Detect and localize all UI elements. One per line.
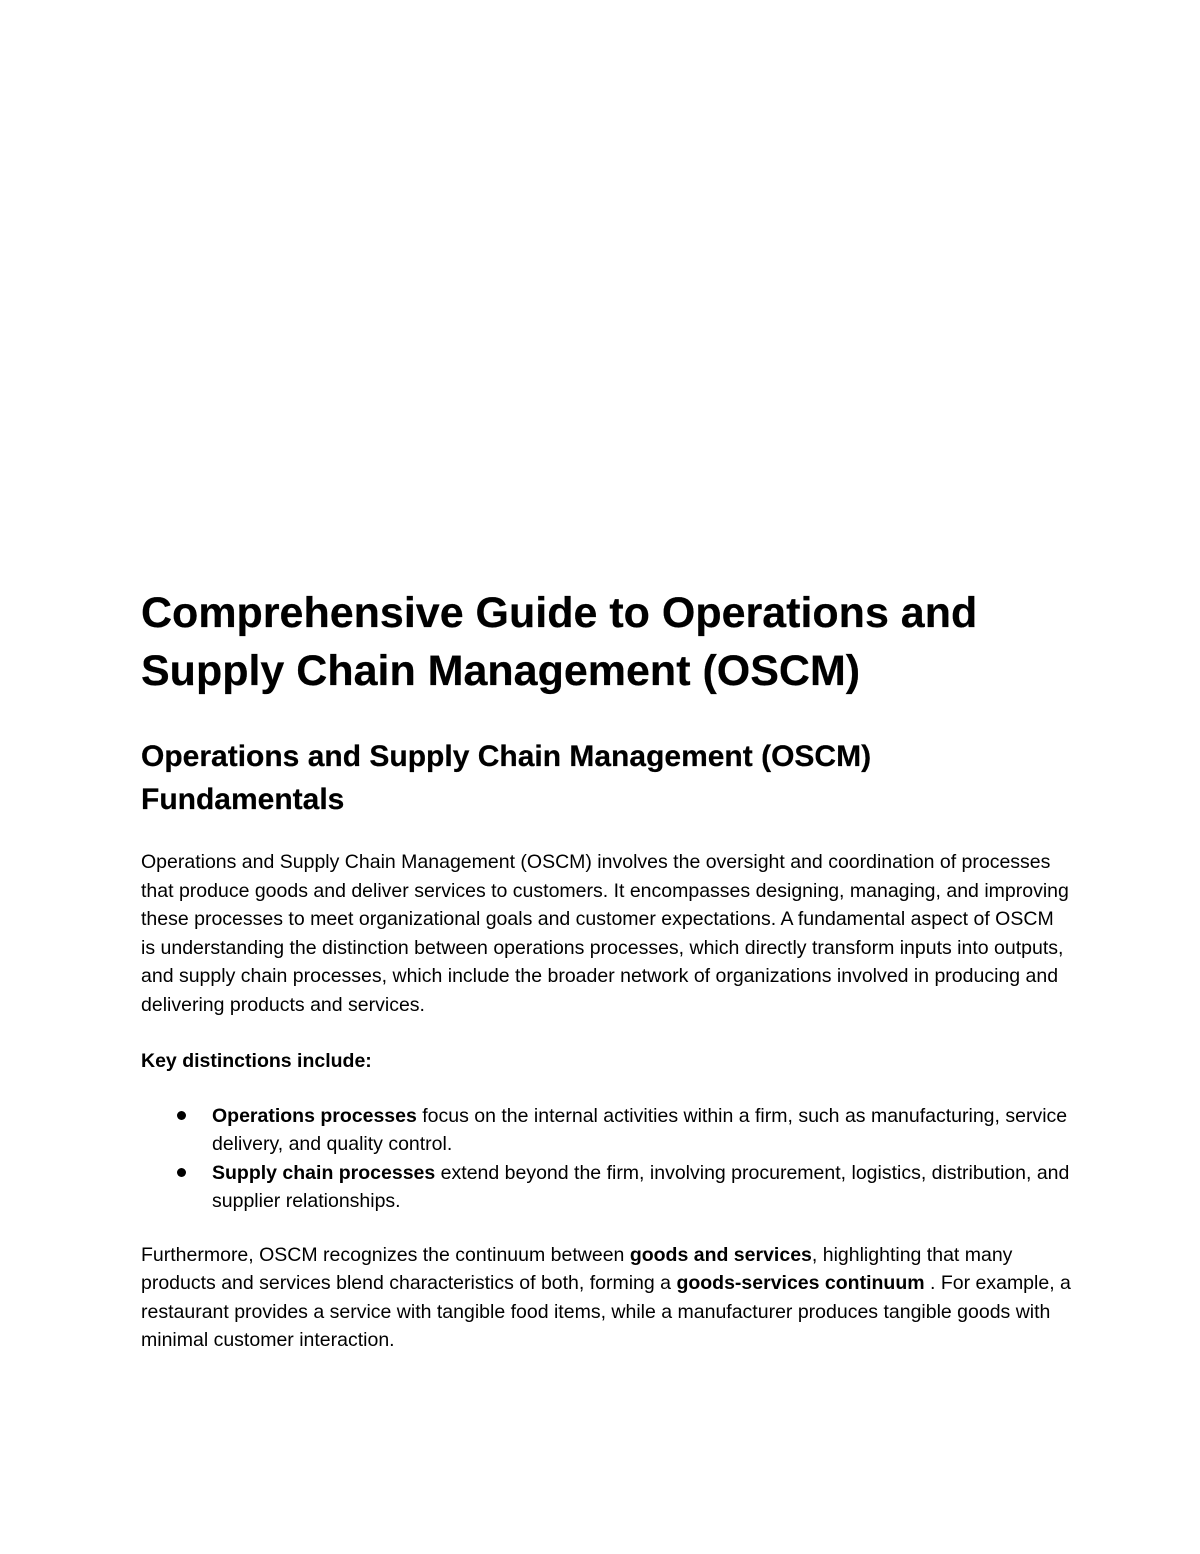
bullet-icon	[177, 1168, 186, 1177]
closing-text-1: Furthermore, OSCM recognizes the continuum between	[141, 1243, 630, 1266]
intro-paragraph: Operations and Supply Chain Management (OSCM) involves the oversight and coordination of processes that produce goods and deliver services to customers. It encompasses designing, managing, and improving these processes to meet organizational goals and customer expectations. A fundamental aspect of OSCM is understanding the distinction between operations processes, which directly transform inputs into outputs, and supply chain processes, which include the broader network of organizations involved in producing and delivering products and services.	[141, 851, 1069, 1016]
closing-bold-1: goods and services	[629, 1243, 812, 1266]
bullet-icon	[177, 1111, 186, 1120]
section-heading: Operations and Supply Chain Management (OSCM) Fundamentals	[141, 740, 872, 816]
list-item	[141, 1102, 1071, 1159]
list-item	[141, 1159, 1071, 1216]
closing-paragraph	[141, 1241, 1071, 1355]
document-page	[141, 584, 1071, 1355]
bullet-term: Operations processes	[212, 1104, 417, 1127]
closing-text-2: , highlighting that many products and services blend characteristics of both, forming a	[141, 1243, 1013, 1294]
bullet-term: Supply chain processes	[212, 1161, 436, 1184]
distinctions-list	[141, 1102, 1071, 1216]
bullet-text: focus on the internal activities within a firm, such as manufacturing, service delivery, and quality control.	[212, 1104, 1068, 1155]
closing-bold-2: goods-services continuum	[676, 1272, 925, 1294]
key-distinctions-label: Key distinctions include:	[141, 1050, 372, 1072]
document-title: Comprehensive Guide to Operations and Supply Chain Management (OSCM)	[141, 589, 978, 695]
bullet-text: extend beyond the firm, involving procurement, logistics, distribution, and supplier relationships.	[212, 1161, 1070, 1212]
closing-text-3: . For example, a restaurant provides a service with tangible food items, while a manufacturer produces tangible goods with minimal customer interaction.	[141, 1272, 1071, 1351]
